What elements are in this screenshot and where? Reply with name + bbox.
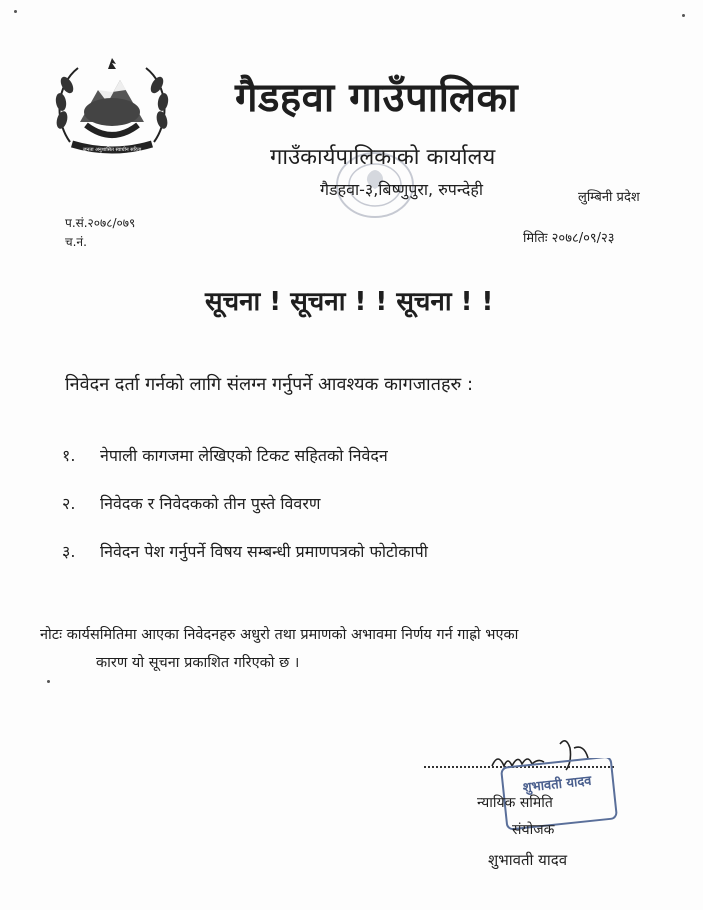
item-text: निवेदक र निवेदकको तीन पुस्ते विवरण <box>100 494 321 513</box>
item-text: नेपाली कागजमा लेखिएको टिकट सहितको निवेदन <box>100 446 388 465</box>
item-text: निवेदन पेश गर्नुपर्ने विषय सम्बन्धी प्रमाणपत्रको फोटोकापी <box>100 542 428 561</box>
notice-intro: निवेदन दर्ता गर्नको लागि संलग्न गर्नुपर्ने आवश्यक कागजातहरु : <box>65 374 474 395</box>
emblem-caption: जनता अनुशासित स्वाधीन सरिता <box>82 147 142 153</box>
note-line-1: कार्यसमितिमा आएका निवेदनहरु अधुरो तथा प्रमाणको अभावमा निर्णय गर्न गाह्रो भएका <box>66 627 519 643</box>
paper-speck <box>682 14 685 17</box>
dispatch-number: च.नं. <box>65 235 87 249</box>
signatory-role: संयोजक <box>512 822 555 838</box>
nepal-emblem-icon <box>50 50 174 160</box>
notice-note <box>40 621 650 677</box>
note-label: नोटः <box>40 627 63 643</box>
item-number: १. <box>62 446 76 465</box>
reference-number: प.सं.२०७८/०७९ <box>65 216 136 230</box>
item-number: ३. <box>62 542 76 561</box>
province-label: लुम्बिनी प्रदेश <box>578 190 640 205</box>
paper-speck <box>47 680 50 683</box>
notice-date: मितिः २०७८/०९/२३ <box>523 231 615 246</box>
office-address: गैडहवा-३,बिष्णुपुरा, रुपन्देही <box>320 180 483 199</box>
notice-heading: सूचना ! सूचना ! ! सूचना ! ! <box>205 287 494 317</box>
requirement-item <box>62 492 320 514</box>
office-name: गाउँकार्यपालिकाको कार्यालय <box>270 145 496 170</box>
item-number: २. <box>62 494 76 513</box>
signatory-name: शुभावती यादव <box>488 851 568 869</box>
paper-speck <box>14 10 17 13</box>
stamp-text: शुभावती यादव <box>522 773 593 796</box>
signatory-title: न्यायिक समिति <box>477 795 553 811</box>
note-line-2: कारण यो सूचना प्रकाशित गरिएको छ । <box>96 655 300 671</box>
municipality-title: गैडहवा गाउँपालिका <box>235 75 519 121</box>
requirement-item <box>62 540 428 562</box>
requirement-item <box>62 444 388 466</box>
